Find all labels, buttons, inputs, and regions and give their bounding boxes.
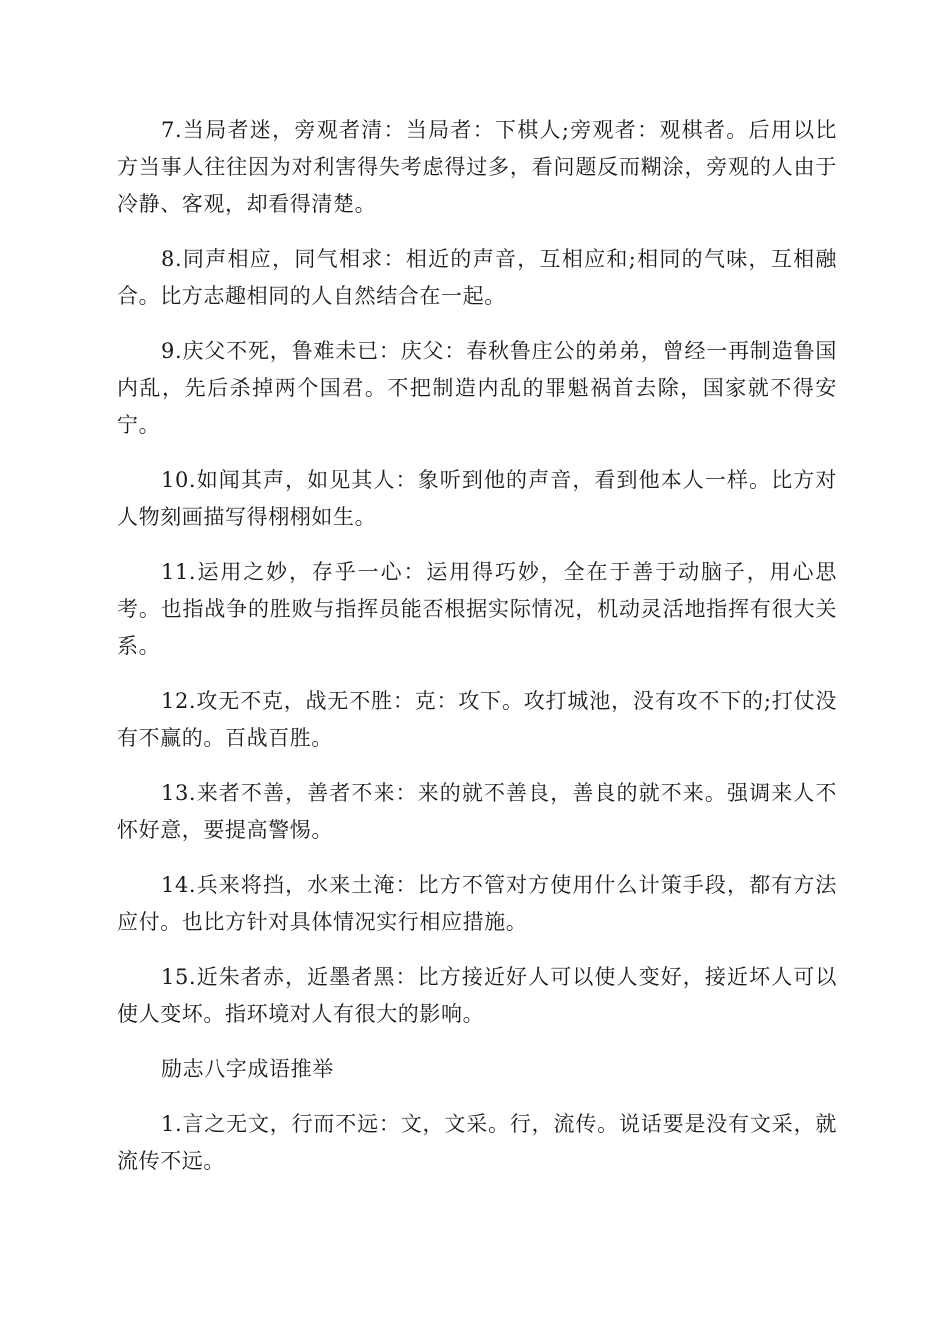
paragraph-idiom-10: 10.如闻其声，如见其人：象听到他的声音，看到他本人一样。比方对人物刻画描写得栩栩如生。: [117, 468, 837, 529]
document-body: [117, 112, 837, 1198]
paragraph-idiom-9: 9.庆父不死，鲁难未已：庆父：春秋鲁庄公的弟弟，曾经一再制造鲁国内乱，先后杀掉两个国君。不把制造内乱的罪魁祸首去除，国家就不得安宁。: [117, 339, 837, 437]
paragraph-idiom-11: 11.运用之妙，存乎一心：运用得巧妙，全在于善于动脑子，用心思考。也指战争的胜败与指挥员能否根据实际情况，机动灵活地指挥有很大关系。: [117, 560, 837, 658]
paragraph-idiom-7: 7.当局者迷，旁观者清：当局者：下棋人;旁观者：观棋者。后用以比方当事人往往因为对利害得失考虑得过多，看问题反而糊涂，旁观的人由于冷静、客观，却看得清楚。: [117, 118, 837, 216]
paragraph-idiom-15: 15.近朱者赤，近墨者黑：比方接近好人可以使人变好，接近坏人可以使人变坏。指环境对人有很大的影响。: [117, 965, 837, 1026]
paragraph-idiom-13: 13.来者不善，善者不来：来的就不善良，善良的就不来。强调来人不怀好意，要提高警惕。: [117, 781, 837, 842]
paragraph-idiom-1: 1.言之无文，行而不远：文，文采。行，流传。说话要是没有文采，就流传不远。: [117, 1112, 837, 1173]
paragraph-idiom-12: 12.攻无不克，战无不胜：克：攻下。攻打城池，没有攻不下的;打仗没有不赢的。百战百胜。: [117, 689, 837, 750]
paragraph-idiom-14: 14.兵来将挡，水来土淹：比方不管对方使用什么计策手段，都有方法应付。也比方针对具体情况实行相应措施。: [117, 873, 837, 934]
section-heading: 励志八字成语推举: [161, 1057, 334, 1081]
paragraph-idiom-8: 8.同声相应，同气相求：相近的声音，互相应和;相同的气味，互相融合。比方志趣相同的人自然结合在一起。: [117, 247, 837, 308]
